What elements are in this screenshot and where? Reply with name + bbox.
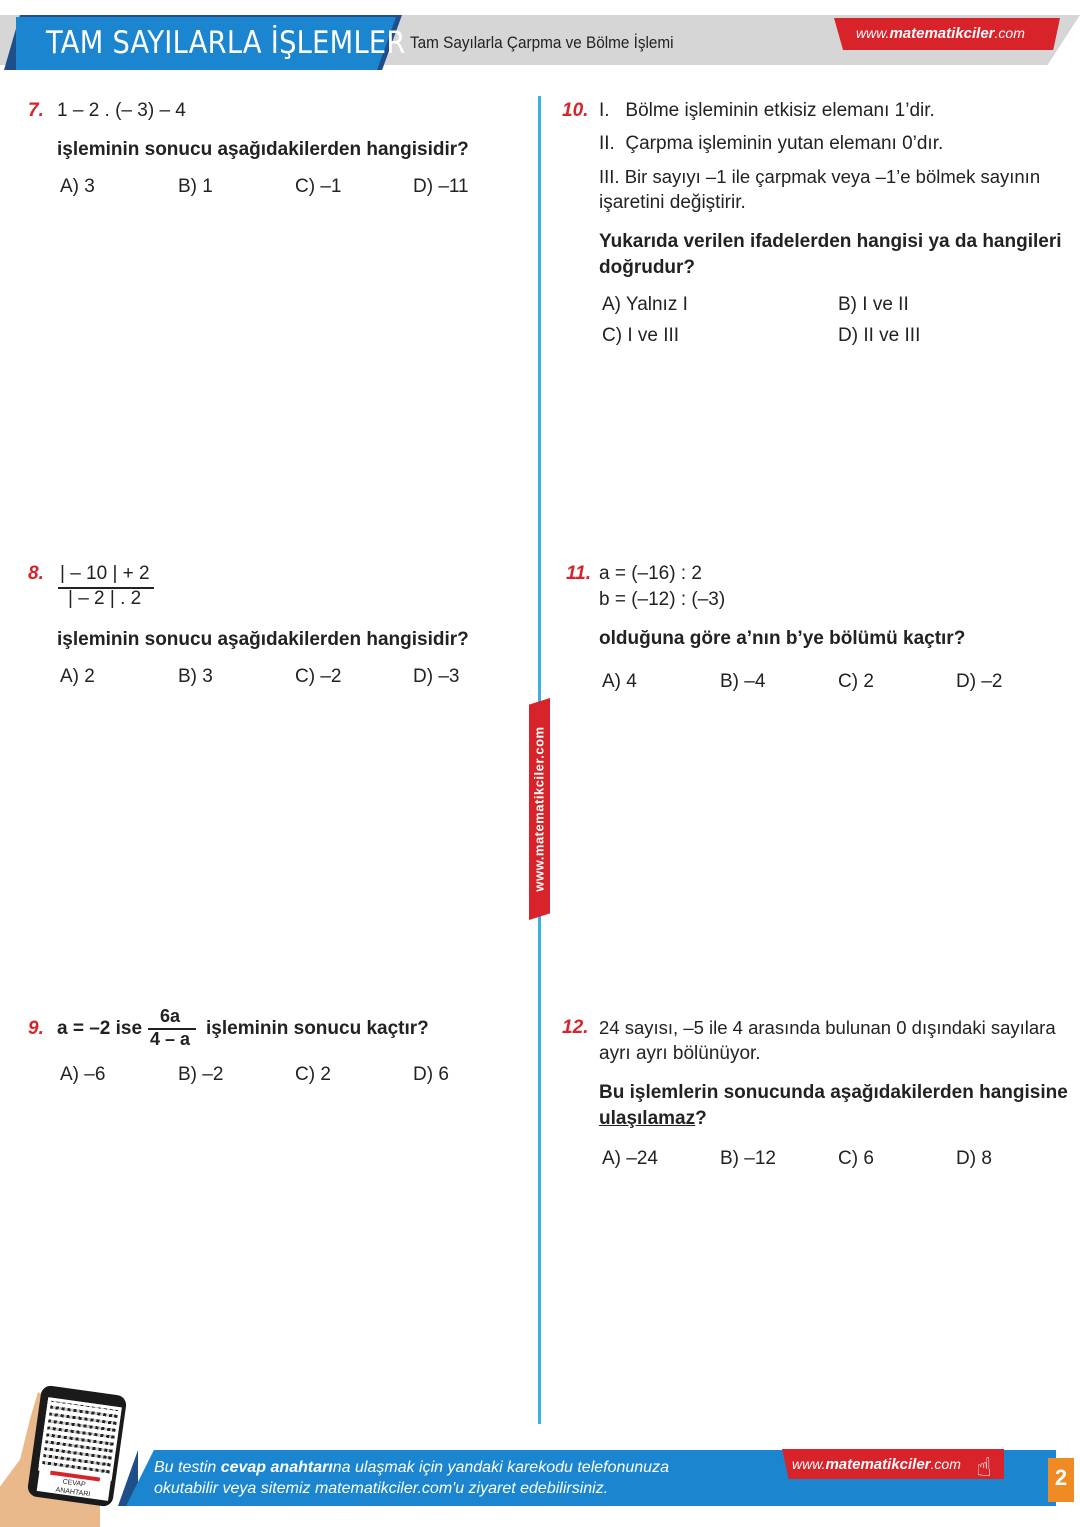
question-12-line-1: 24 sayısı, –5 ile 4 arasında bulunan 0 dışındaki sayılara	[599, 1017, 1056, 1038]
question-12-prompt-b: ulaşılamaz?	[599, 1108, 707, 1129]
q12-option-c[interactable]: C) 6	[838, 1148, 874, 1169]
question-number-11: 11.	[566, 563, 592, 584]
page-number: 2	[1054, 1465, 1068, 1490]
footer-url-link[interactable]: www.matematikciler.com	[792, 1456, 961, 1473]
q10-option-a[interactable]: A) Yalnız I	[602, 294, 688, 315]
question-10-statement-3b: işaretini değiştirir.	[599, 192, 746, 213]
question-11-line-1: a = (–16) : 2	[599, 563, 702, 584]
q7-option-c[interactable]: C) –1	[295, 176, 342, 197]
question-12-prompt-a: Bu işlemlerin sonucunda aşağıdakilerden hangisine	[599, 1082, 1068, 1103]
question-10-prompt-a: Yukarıda verilen ifadelerden hangisi ya da hangileri	[599, 231, 1062, 252]
side-banner-text: www.matematikciler.com	[531, 726, 547, 892]
question-number-12: 12.	[562, 1017, 589, 1038]
question-9-numerator: 6a	[160, 1006, 181, 1026]
footer-line-2: okutabilir veya sitemiz matematikciler.com'u ziyaret edebilirsiniz.	[154, 1480, 609, 1497]
q7-option-a[interactable]: A) 3	[60, 176, 95, 197]
q8-option-b[interactable]: B) 3	[178, 666, 213, 687]
page-subtitle: Tam Sayılarla Çarpma ve Bölme İşlemi	[410, 33, 674, 52]
question-12-underlined-word: ulaşılamaz	[599, 1108, 696, 1129]
q12-option-d[interactable]: D) 8	[956, 1148, 992, 1169]
hand-pointer-icon: ☝	[976, 1452, 992, 1482]
question-number-7: 7.	[28, 100, 44, 121]
question-8-prompt: işleminin sonucu aşağıdakilerden hangisidir?	[57, 629, 469, 650]
q9-option-c[interactable]: C) 2	[295, 1064, 331, 1085]
q10-option-d[interactable]: D) II ve III	[838, 325, 921, 346]
question-10-statement-1: I. Bölme işleminin etkisiz elemanı 1’dir.	[599, 100, 935, 121]
question-7-expression: 1 – 2 . (– 3) – 4	[57, 100, 186, 121]
q7-option-d[interactable]: D) –11	[413, 176, 469, 197]
footer-line-1: Bu testin cevap anahtarına ulaşmak için yandaki karekodu telefonunuza	[154, 1459, 669, 1476]
q9-option-b[interactable]: B) –2	[178, 1064, 224, 1085]
question-7-prompt: işleminin sonucu aşağıdakilerden hangisidir?	[57, 139, 469, 160]
question-12-line-2: ayrı ayrı bölünüyor.	[599, 1043, 761, 1064]
q10-option-b[interactable]: B) I ve II	[838, 294, 909, 315]
question-9-denominator: 4 – a	[150, 1029, 191, 1049]
q8-option-a[interactable]: A) 2	[60, 666, 95, 687]
q10-option-c[interactable]: C) I ve III	[602, 325, 680, 346]
question-8-numerator: | – 10 | + 2	[60, 563, 150, 584]
q11-option-a[interactable]: A) 4	[602, 671, 637, 692]
question-9-lead: a = –2 ise	[57, 1018, 143, 1039]
question-11-prompt: olduğuna göre a’nın b’ye bölümü kaçtır?	[599, 628, 966, 649]
q11-option-d[interactable]: D) –2	[956, 671, 1003, 692]
q8-option-c[interactable]: C) –2	[295, 666, 342, 687]
page-title: TAM SAYILARLA İŞLEMLER	[46, 25, 406, 61]
q7-option-b[interactable]: B) 1	[178, 176, 213, 197]
q11-option-b[interactable]: B) –4	[720, 671, 766, 692]
q9-option-a[interactable]: A) –6	[60, 1064, 106, 1085]
question-9-prompt: işleminin sonucu kaçtır?	[206, 1018, 429, 1039]
q12-option-b[interactable]: B) –12	[720, 1148, 776, 1169]
qr-code-pattern	[39, 1398, 116, 1475]
question-number-9: 9.	[28, 1018, 44, 1039]
question-number-10: 10.	[562, 100, 589, 121]
question-10-statement-2: II. Çarpma işleminin yutan elemanı 0’dır.	[599, 133, 944, 154]
question-8-denominator: | – 2 | . 2	[68, 588, 142, 609]
question-10-prompt-b: doğrudur?	[599, 257, 696, 278]
question-number-8: 8.	[28, 563, 44, 584]
q9-option-d[interactable]: D) 6	[413, 1064, 449, 1085]
phone-answer-key-label: CEVAP ANAHTARI	[37, 1467, 112, 1501]
q8-option-d[interactable]: D) –3	[413, 666, 460, 687]
question-10-statement-3a: III. Bir sayıyı –1 ile çarpmak veya –1’e bölmek sayının	[599, 166, 1041, 187]
q11-option-c[interactable]: C) 2	[838, 671, 874, 692]
question-11-line-2: b = (–12) : (–3)	[599, 589, 726, 610]
header-url-link[interactable]: www.matematikciler.com	[856, 25, 1025, 42]
q12-option-a[interactable]: A) –24	[602, 1148, 658, 1169]
